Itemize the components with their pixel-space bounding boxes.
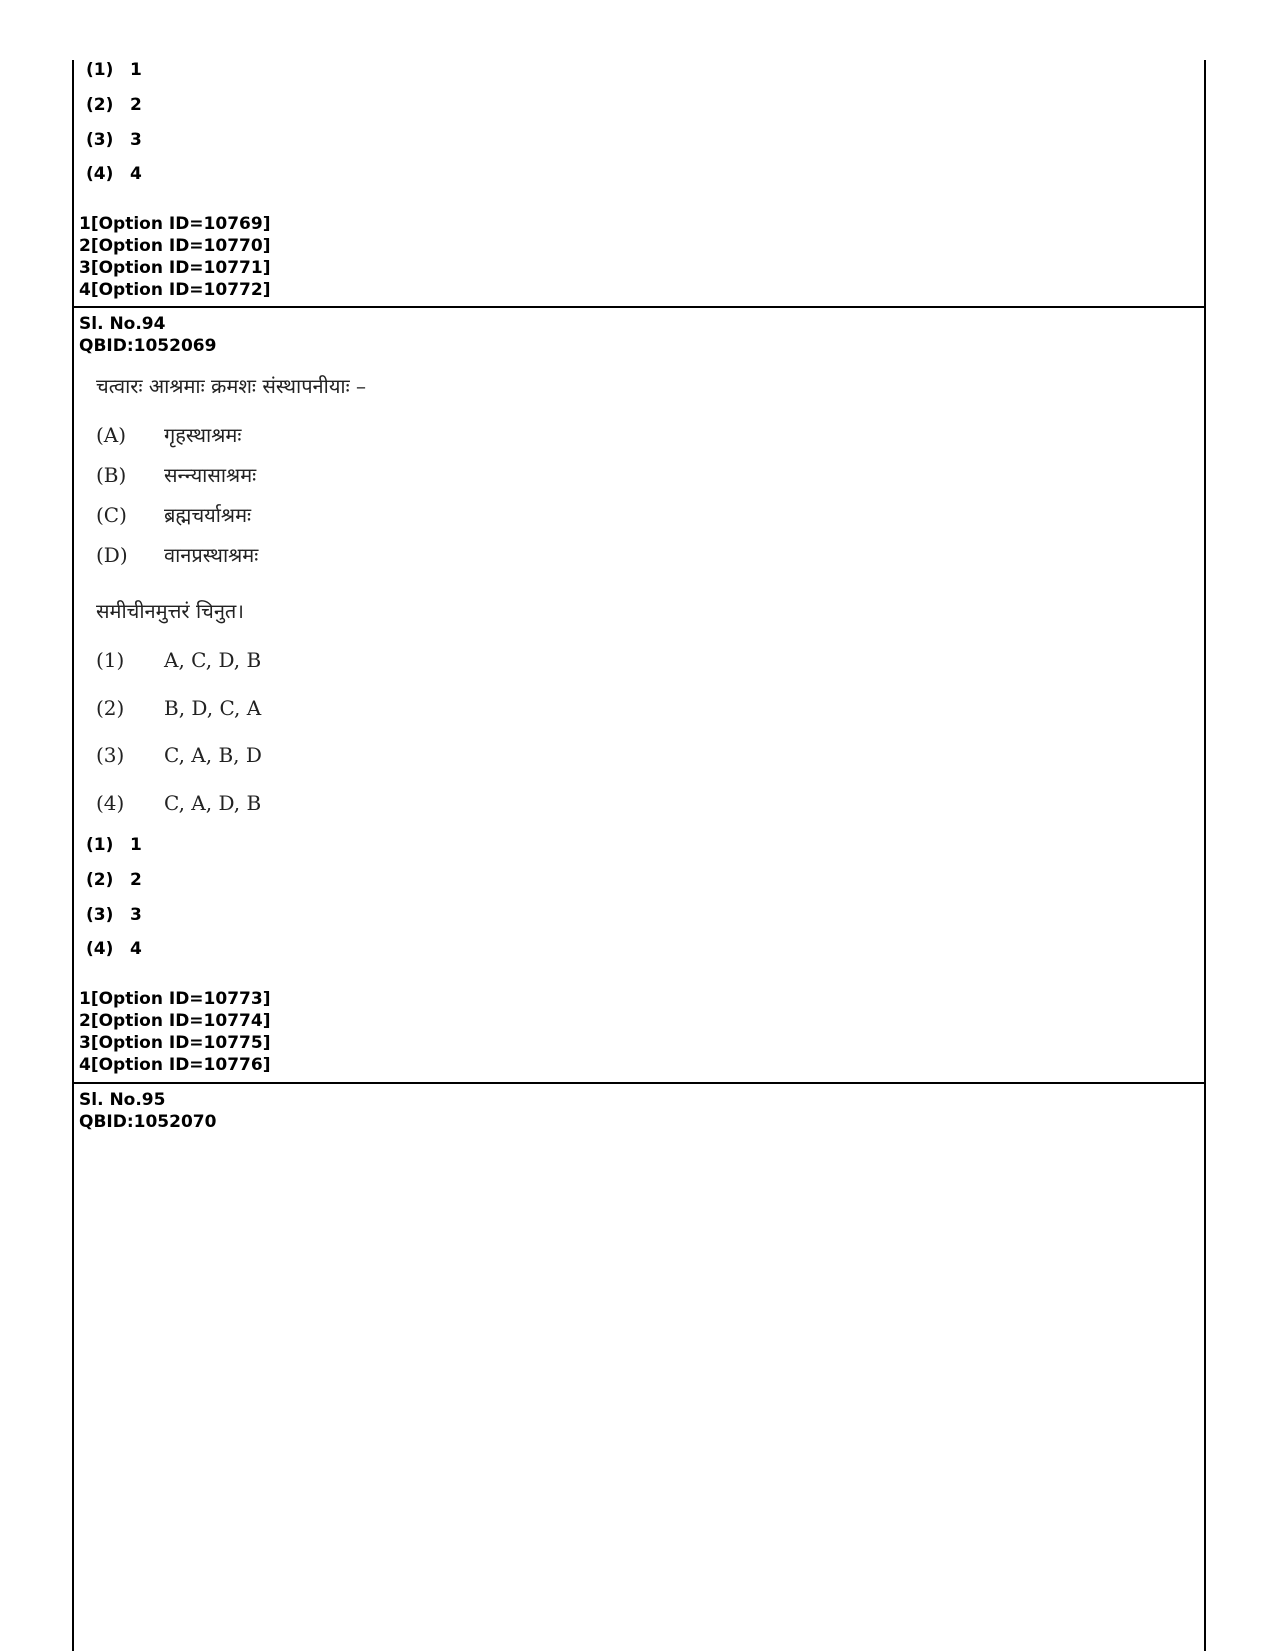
option-id: 1[Option ID=10769]: [79, 214, 271, 234]
option-id: 3[Option ID=10771]: [79, 258, 271, 278]
option-id: 1[Option ID=10773]: [79, 989, 271, 1009]
statement-item: (A) गृहस्थाश्रमः: [96, 423, 242, 447]
option-id: 4[Option ID=10776]: [79, 1055, 271, 1075]
choice-item: (4) C, A, D, B: [96, 791, 262, 815]
question-text: चत्वारः आश्रमाः क्रमशः संस्थापनीयाः –: [96, 374, 367, 398]
statement-item: (C) ब्रह्मचर्याश्रमः: [96, 503, 252, 527]
choice-item: (1) A, C, D, B: [96, 648, 262, 672]
option-id: 2[Option ID=10770]: [79, 236, 271, 256]
qbid: QBID:1052069: [79, 336, 217, 356]
statement-item: (D) वानप्रस्थाश्रमः: [96, 543, 259, 567]
statement-item: (B) सन्न्यासाश्रमः: [96, 463, 257, 487]
answer-option[interactable]: (2) 2: [86, 95, 142, 115]
divider-bottom: [72, 1082, 1206, 1084]
option-id: 2[Option ID=10774]: [79, 1011, 271, 1031]
choice-item: (2) B, D, C, A: [96, 696, 262, 720]
answer-option[interactable]: (2) 2: [86, 870, 142, 890]
instruction-text: समीचीनमुत्तरं चिनुत।: [96, 599, 244, 623]
choice-item: (3) C, A, B, D: [96, 743, 262, 767]
qbid: QBID:1052070: [79, 1112, 217, 1132]
answer-option[interactable]: (4) 4: [86, 164, 142, 184]
answer-option[interactable]: (4) 4: [86, 939, 142, 959]
answer-option[interactable]: (1) 1: [86, 60, 142, 80]
option-id: 3[Option ID=10775]: [79, 1033, 271, 1053]
serial-number: Sl. No.95: [79, 1090, 166, 1110]
answer-option[interactable]: (3) 3: [86, 130, 142, 150]
option-id: 4[Option ID=10772]: [79, 280, 271, 300]
answer-option[interactable]: (3) 3: [86, 905, 142, 925]
answer-option[interactable]: (1) 1: [86, 835, 142, 855]
serial-number: Sl. No.94: [79, 314, 166, 334]
divider-top: [72, 306, 1206, 308]
